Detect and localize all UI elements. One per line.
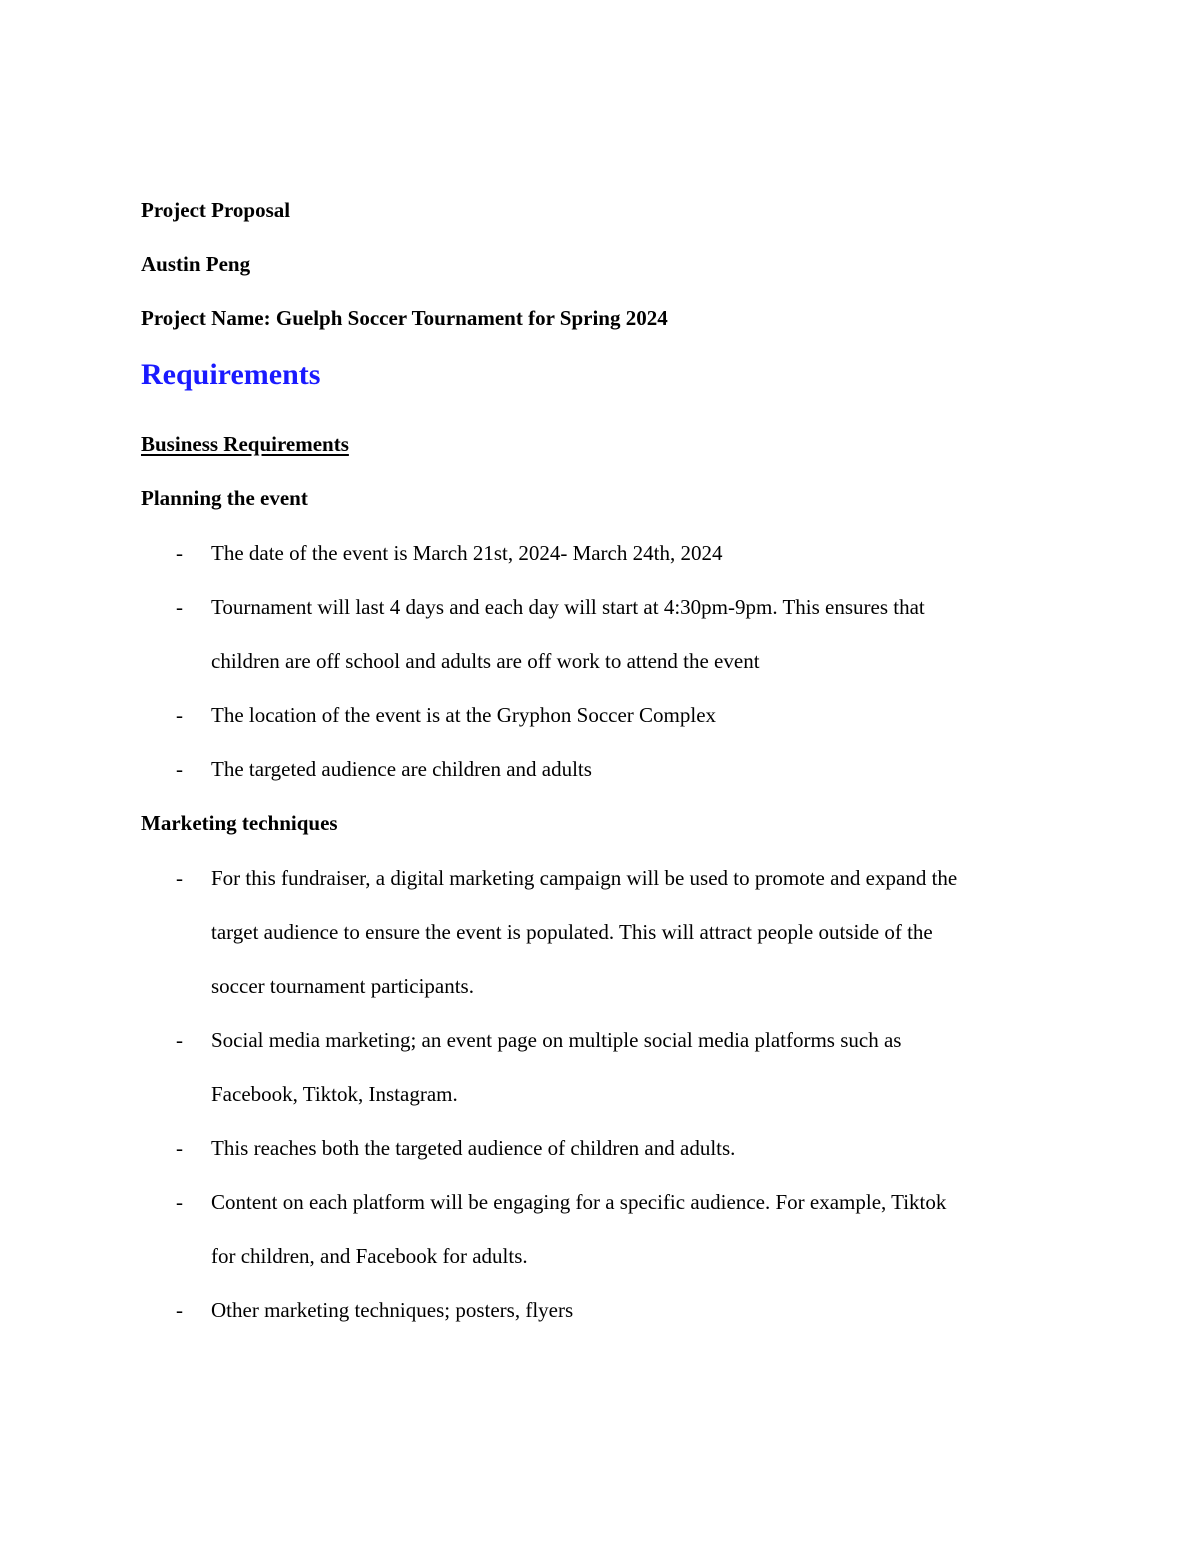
planning-heading: Planning the event xyxy=(141,486,308,510)
bullet-marker: - xyxy=(176,866,183,890)
project-name: Project Name: Guelph Soccer Tournament for Spring 2024 xyxy=(141,306,668,330)
marketing-item-3-line-1: This reaches both the targeted audience of children and adults. xyxy=(211,1136,736,1160)
bullet-marker: - xyxy=(176,757,183,781)
marketing-heading: Marketing techniques xyxy=(141,811,338,835)
planning-item-1-line-1: The date of the event is March 21st, 2024- March 24th, 2024 xyxy=(211,541,723,565)
marketing-item-1-line-2: target audience to ensure the event is populated. This will attract people outside of the xyxy=(211,920,933,944)
marketing-item-1-line-3: soccer tournament participants. xyxy=(211,974,474,998)
bullet-marker: - xyxy=(176,595,183,619)
marketing-item-2-line-2: Facebook, Tiktok, Instagram. xyxy=(211,1082,458,1106)
marketing-item-4-line-2: for children, and Facebook for adults. xyxy=(211,1244,528,1268)
bullet-marker: - xyxy=(176,541,183,565)
requirements-heading: Requirements xyxy=(141,358,321,391)
planning-item-3-line-1: The location of the event is at the Gryphon Soccer Complex xyxy=(211,703,717,727)
business-requirements-subheading: Business Requirements xyxy=(141,432,349,456)
planning-item-2-line-2: children are off school and adults are off work to attend the event xyxy=(211,649,760,673)
planning-item-2-line-1: Tournament will last 4 days and each day will start at 4:30pm-9pm. This ensures that xyxy=(211,595,925,619)
bullet-marker: - xyxy=(176,1298,183,1322)
marketing-item-1-line-1: For this fundraiser, a digital marketing campaign will be used to promote and expand the xyxy=(211,866,958,890)
marketing-item-5-line-1: Other marketing techniques; posters, flyers xyxy=(211,1298,574,1322)
bullet-marker: - xyxy=(176,1136,183,1160)
document-title: Project Proposal xyxy=(141,198,291,222)
planning-item-4-line-1: The targeted audience are children and adults xyxy=(211,757,592,781)
marketing-item-2-line-1: Social media marketing; an event page on multiple social media platforms such as xyxy=(211,1028,902,1052)
bullet-marker: - xyxy=(176,703,183,727)
bullet-marker: - xyxy=(176,1190,183,1214)
bullet-marker: - xyxy=(176,1028,183,1052)
author-name: Austin Peng xyxy=(141,252,251,276)
marketing-item-4-line-1: Content on each platform will be engaging for a specific audience. For example, Tiktok xyxy=(211,1190,947,1214)
